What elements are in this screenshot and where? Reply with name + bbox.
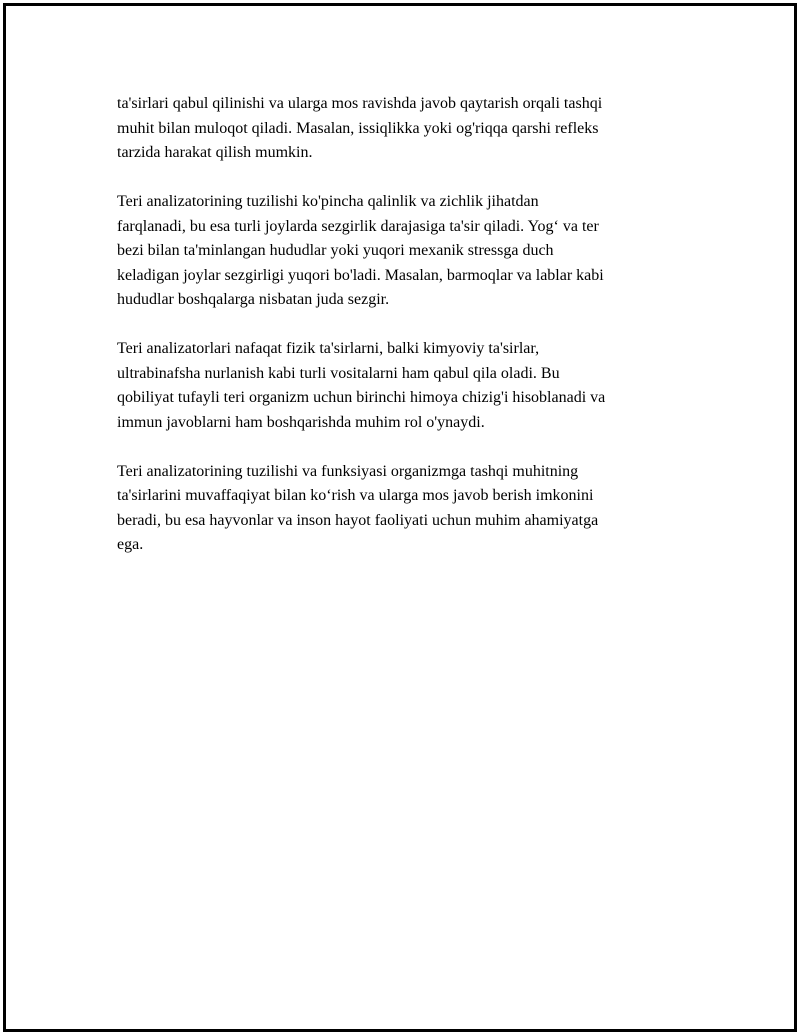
text-line: hududlar boshqalarga nisbatan juda sezgir. <box>117 291 390 308</box>
text-line: tarzida harakat qilish mumkin. <box>117 144 313 161</box>
text-line: ultrabinafsha nurlanish kabi turli vositalarni ham qabul qila oladi. Bu <box>117 364 560 382</box>
text-line: ta'sirlarini muvaffaqiyat bilan ko‘rish va ularga mos javob berish imkonini <box>117 487 594 504</box>
paragraph-2 <box>117 190 685 313</box>
text-line: Teri analizatorlari nafaqat fizik ta'sirlarni, balki kimyoviy ta'sirlar, <box>117 340 540 357</box>
text-line: muhit bilan muloqot qiladi. Masalan, issiqlikka yoki og'riqqa qarshi refleks <box>117 119 599 137</box>
paragraph-3 <box>117 337 685 435</box>
text-line: bezi bilan ta'minlangan hududlar yoki yuqori mexanik stressga duch <box>117 242 554 259</box>
text-line: beradi, bu esa hayvonlar va inson hayot faoliyati uchun muhim ahamiyatga <box>117 511 599 529</box>
text-line: Teri analizatorining tuzilishi ko'pincha qalinlik va zichlik jihatdan <box>117 193 539 210</box>
text-line: keladigan joylar sezgirligi yuqori bo'ladi. Masalan, barmoqlar va lablar kabi <box>117 266 604 284</box>
text-line: ega. <box>117 536 144 553</box>
text-line: qobiliyat tufayli teri organizm uchun birinchi himoya chizig'i hisoblanadi va <box>117 389 606 406</box>
paragraph-4 <box>117 460 685 558</box>
text-line: Teri analizatorining tuzilishi va funksiyasi organizmga tashqi muhitning <box>117 462 579 480</box>
text-line: ta'sirlari qabul qilinishi va ularga mos ravishda javob qaytarish orqali tashqi <box>117 95 603 112</box>
text-line: farqlanadi, bu esa turli joylarda sezgirlik darajasiga ta'sir qiladi. Yog‘ va ter <box>117 217 599 235</box>
paragraph-1 <box>117 92 685 166</box>
document-body <box>117 92 685 582</box>
text-line: immun javoblarni ham boshqarishda muhim rol o'ynaydi. <box>117 413 485 431</box>
